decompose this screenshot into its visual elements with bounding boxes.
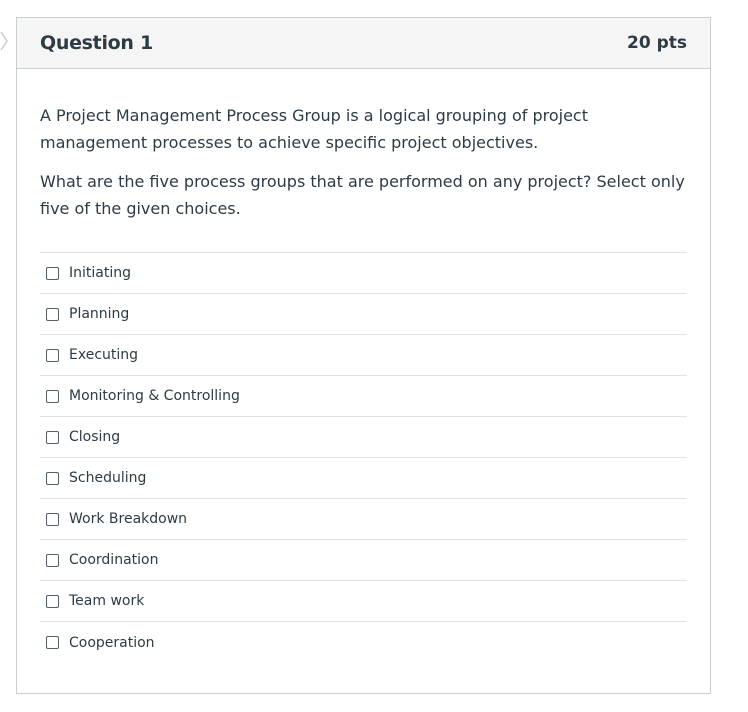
answer-option[interactable] xyxy=(40,376,687,417)
answer-option[interactable] xyxy=(40,253,687,294)
answer-option[interactable] xyxy=(40,335,687,376)
answer-label: Team work xyxy=(69,593,145,609)
question-text-paragraph: A Project Management Process Group is a logical grouping of project management processes to achieve specific project objectives. xyxy=(40,106,588,152)
answer-label: Monitoring & Controlling xyxy=(69,388,240,404)
answer-label: Cooperation xyxy=(69,634,155,651)
answer-label: Initiating xyxy=(69,265,131,281)
question-text-paragraph: What are the five process groups that are performed on any project? Select only five of the given choices. xyxy=(40,172,685,218)
checkbox-icon[interactable] xyxy=(46,390,59,403)
question-text xyxy=(40,102,687,222)
answer-option[interactable] xyxy=(40,458,687,499)
answer-label: Executing xyxy=(69,347,139,363)
answer-option[interactable] xyxy=(40,622,687,663)
question-title: Question 1 xyxy=(40,32,153,54)
answer-option[interactable] xyxy=(40,294,687,335)
question-flag-chevron-icon[interactable] xyxy=(0,31,8,51)
answer-option[interactable] xyxy=(40,581,687,622)
question-header xyxy=(17,18,710,69)
checkbox-icon[interactable] xyxy=(46,513,59,526)
answer-label: Scheduling xyxy=(69,470,147,486)
checkbox-icon[interactable] xyxy=(46,349,59,362)
question-card xyxy=(16,17,711,694)
question-body xyxy=(17,69,710,663)
checkbox-icon[interactable] xyxy=(46,595,59,608)
answer-option[interactable] xyxy=(40,499,687,540)
checkbox-icon[interactable] xyxy=(46,308,59,321)
answer-label: Closing xyxy=(69,429,121,445)
answer-list xyxy=(40,252,687,663)
answer-label: Coordination xyxy=(69,552,159,568)
answer-option[interactable] xyxy=(40,540,687,581)
checkbox-icon[interactable] xyxy=(46,267,59,280)
answer-label: Planning xyxy=(69,306,130,322)
question-points: 20 pts xyxy=(627,33,687,53)
checkbox-icon[interactable] xyxy=(46,472,59,485)
answer-option[interactable] xyxy=(40,417,687,458)
checkbox-icon[interactable] xyxy=(46,636,59,649)
checkbox-icon[interactable] xyxy=(46,554,59,567)
answer-label: Work Breakdown xyxy=(69,511,188,527)
checkbox-icon[interactable] xyxy=(46,431,59,444)
